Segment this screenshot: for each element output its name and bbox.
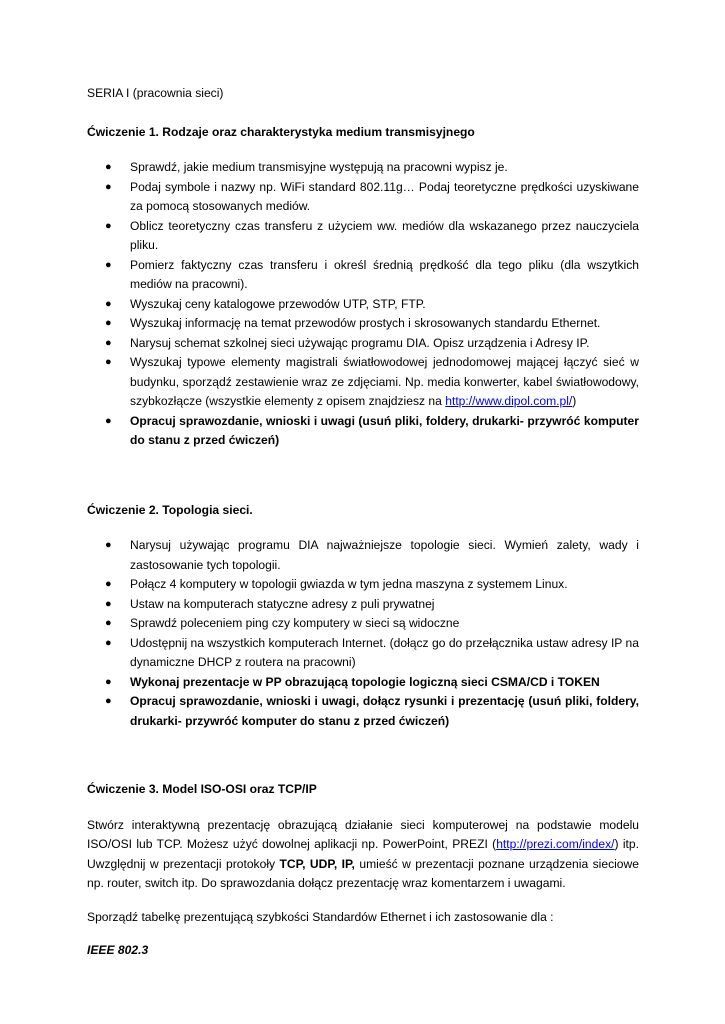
exercise-1-heading: Ćwiczenie 1. Rodzaje oraz charakterystyka medium transmisyjnego <box>87 124 475 139</box>
bullet-icon: ● <box>105 161 112 173</box>
list-item: ● Wyszukaj ceny katalogowe przewodów UTP, STP, FTP. <box>87 295 639 315</box>
list-item: ● Podaj symbole i nazwy np. WiFi standard 802.11g… Podaj teoretyczne prędkości uzyskiwane za pomocą stosowanych mediów. <box>105 179 639 213</box>
exercise-2-heading: Ćwiczenie 2. Topologia sieci. <box>87 502 253 517</box>
bullet-icon: ● <box>105 539 112 551</box>
bullet-icon: ● <box>105 636 112 649</box>
table-instruction: Sporządź tabelkę prezentującą szybkości Standardów Ethernet i ich zastosowanie dla : <box>87 909 554 924</box>
bullet-icon: ● <box>105 578 112 590</box>
list-item: ● Wyszukaj typowe elementy magistrali światłowodowej jednodomowej mającej łączyć sieć w budynku, sporządź zestawienie wraz ze zdjęciami. Np. media konwerter, kabel światłowodowy, szybkozłącze (wszystkie elementy z opisem znajdziesz na http://www.dipol.com.pl/) <box>105 355 639 408</box>
bullet-icon: ● <box>105 695 112 707</box>
list-item: ● Ustaw na komputerach statyczne adresy z puli prywatnej <box>87 595 639 615</box>
list-item: ● Sprawdź poleceniem ping czy komputery w sieci są widoczne <box>87 614 639 634</box>
list-item: ● Wykonaj prezentacje w PP obrazującą topologie logiczną sieci CSMA/CD i TOKEN <box>87 673 639 693</box>
list-item: ● Opracuj sprawozdanie, wnioski i uwagi (usuń pliki, foldery, drukarki- przywróć komputer do stanu z przed ćwiczeń) <box>105 413 639 447</box>
list-item: ● Narysuj używając programu DIA najważniejsze topologie sieci. Wymień zalety, wady i zastosowanie tych topologii. <box>105 538 639 572</box>
bullet-icon: ● <box>105 675 112 688</box>
bullet-icon: ● <box>105 258 112 271</box>
bullet-icon: ● <box>105 356 112 368</box>
bullet-icon: ● <box>105 317 112 329</box>
series-title: SERIA I (pracownia sieci) <box>87 86 224 100</box>
prezi-link[interactable]: http://prezi.com/index/ <box>496 837 615 851</box>
list-item: ● Opracuj sprawozdanie, wnioski i uwagi, dołącz rysunki i prezentację (usuń pliki, foldery, drukarki- przywróć komputer do stanu z przed ćwiczeń) <box>105 694 639 728</box>
spacer <box>87 451 639 501</box>
bullet-icon: ● <box>105 414 112 427</box>
list-item: ● Narysuj schemat szkolnej sieci używając programu DIA. Opisz urządzenia i Adresy IP. <box>87 334 639 354</box>
bullet-icon: ● <box>105 597 112 610</box>
bullet-icon: ● <box>105 617 112 629</box>
list-item: ● Pomierz faktyczny czas transferu i określ średnią prędkość dla tego pliku (dla wszytkich mediów na pracowni). <box>105 257 639 291</box>
list-item: ● Wyszukaj informację na temat przewodów prostych i skrosowanych standardu Ethernet. <box>87 314 639 334</box>
bullet-icon: ● <box>105 297 112 310</box>
document-page <box>87 84 639 961</box>
bullet-icon: ● <box>105 180 112 193</box>
standard-heading: IEEE 802.3 <box>87 943 149 957</box>
bullet-icon: ● <box>105 219 112 232</box>
exercise-3-heading: Ćwiczenie 3. Model ISO-OSI oraz TCP/IP <box>87 782 317 796</box>
exercise-3-paragraph: Stwórz interaktywną prezentację obrazującą działanie sieci komputerowej na podstawie modelu ISO/OSI lub TCP. Możesz użyć dowolnej aplikacji np. PowerPoint, PREZI (http://prezi.com/index/) itp. Uwzględnij w prezentacji protokoły TCP, UDP, IP, umieść w prezentacji poznane urządzenia sieciowe np. router, switch itp. Do sprawozdania dołącz prezentację wraz komentarzem i uwagami. <box>87 817 639 890</box>
list-item: ● Udostępnij na wszystkich komputerach Internet. (dołącz go do przełącznika ustaw adresy IP na dynamiczne DHCP z routera na pracowni) <box>105 635 639 669</box>
bullet-icon: ● <box>105 336 112 349</box>
dipol-link[interactable]: http://www.dipol.com.pl/ <box>445 394 573 408</box>
list-item: ● Oblicz teoretyczny czas transferu z użyciem ww. mediów dla wskazanego przez nauczyciela pliku. <box>105 218 639 252</box>
exercise-1-list <box>87 158 639 451</box>
exercise-2-list <box>87 536 639 731</box>
list-item: ● Połącz 4 komputery w topologii gwiazda w tym jedna maszyna z systemem Linux. <box>87 575 639 595</box>
list-item: ● Sprawdź, jakie medium transmisyjne występują na pracowni wypisz je. <box>87 158 639 178</box>
spacer <box>87 731 639 780</box>
